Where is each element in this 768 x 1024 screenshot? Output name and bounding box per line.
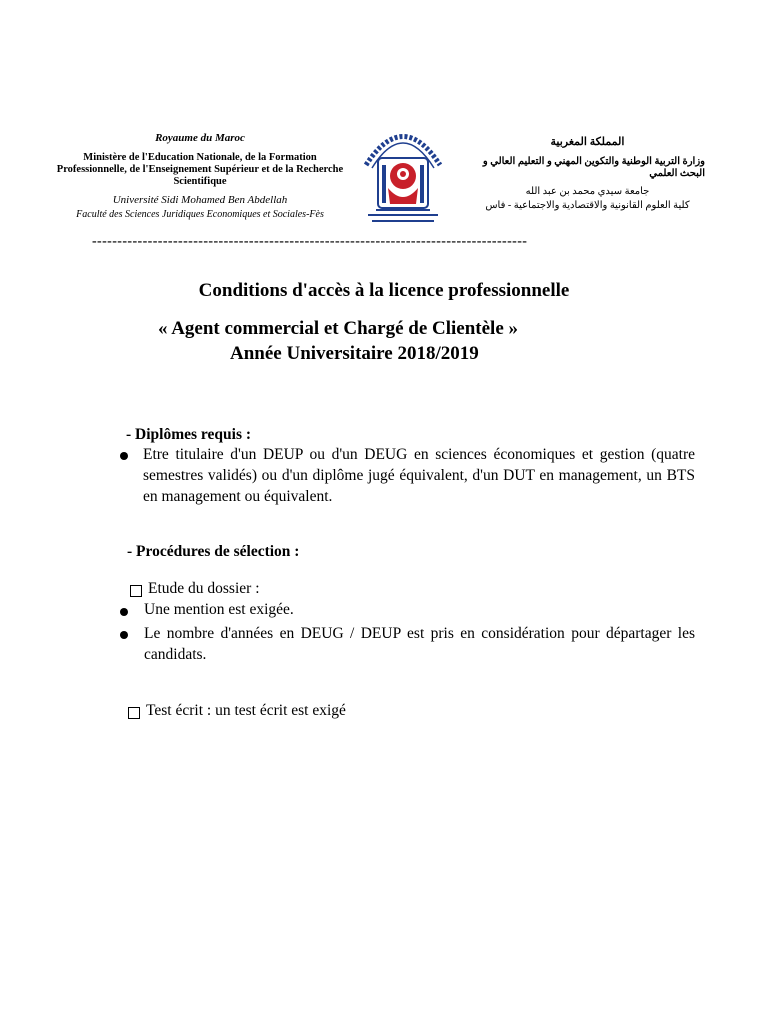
country-fr: Royaume du Maroc <box>155 132 245 144</box>
title-line-2: « Agent commercial et Chargé de Clientèle » <box>158 318 519 339</box>
header-left <box>55 132 345 220</box>
title-line-1: Conditions d'accès à la licence professionnelle <box>198 280 570 301</box>
bullet-icon <box>120 452 128 460</box>
faculty-fr: Faculté des Sciences Juridiques Economiques et Sociales-Fès <box>76 209 324 220</box>
header-right <box>470 135 705 211</box>
bullet-icon <box>120 631 128 639</box>
mention-item: Une mention est exigée. <box>144 601 294 618</box>
checkbox-icon <box>128 707 140 719</box>
separator-line: -------------------------------------------------------------------------------------- <box>92 234 528 249</box>
dossier-label: Etude du dossier : <box>148 580 260 597</box>
university-fr: Université Sidi Mohamed Ben Abdellah <box>112 194 288 206</box>
ministry-ar: وزارة التربية الوطنية والتكوين المهني و التعليم العالي و البحث العلمي <box>482 156 705 179</box>
title-line-3: Année Universitaire 2018/2019 <box>230 343 479 364</box>
university-logo <box>358 110 448 230</box>
diplomes-item: Etre titulaire d'un DEUP ou d'un DEUG en sciences économiques et gestion (quatre semestres validés) ou d'un diplôme jugé équivalent, d'un DUT en management, un BTS en management ou équivalent. <box>143 446 695 505</box>
ministry-fr: Ministère de l'Education Nationale, de la Formation Professionnelle, de l'Enseignement Supérieur et de la Recherche Scientifique <box>56 152 344 187</box>
checkbox-icon <box>130 585 142 597</box>
bullet-icon <box>120 608 128 616</box>
country-ar: المملكة المغربية <box>550 136 625 148</box>
section-heading-procedures: - Procédures de sélection : <box>127 543 300 560</box>
university-ar: جامعة سيدي محمد بن عبد الله <box>525 186 650 197</box>
deug-item: Le nombre d'années en DEUG / DEUP est pris en considération pour départager les candidats. <box>144 625 695 663</box>
section-heading-diplomes: - Diplômes requis : <box>126 426 252 443</box>
faculty-ar: كلية العلوم القانونية والاقتصادية والاجتماعية - فاس <box>485 200 690 211</box>
test-label: Test écrit : un test écrit est exigé <box>146 702 346 719</box>
